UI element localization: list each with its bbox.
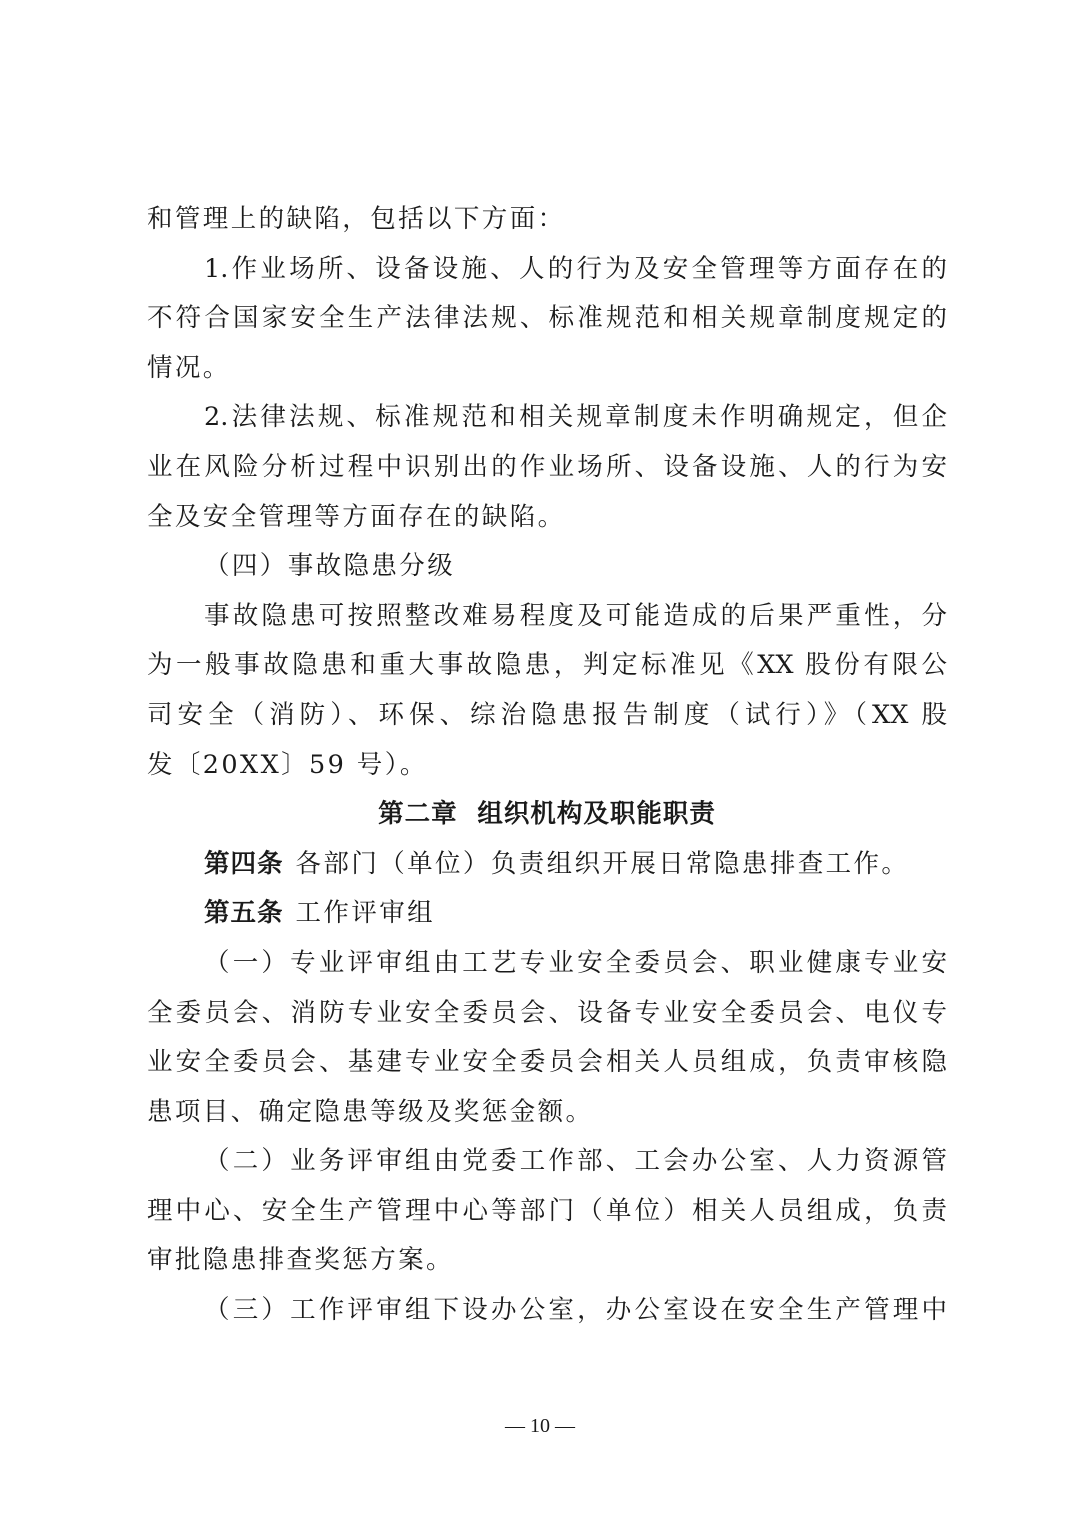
page-number: — 10 — <box>505 1415 575 1437</box>
article-label: 第四条 <box>204 848 284 879</box>
paragraph-line: 业安全委员会、基建专业安全委员会相关人员组成，负责审核隐 <box>147 1047 947 1078</box>
article-text: 各部门（单位）负责组织开展日常隐患排查工作。 <box>295 848 910 879</box>
paragraph-line: 理中心、安全生产管理中心等部门（单位）相关人员组成，负责 <box>147 1195 947 1226</box>
paragraph-line: 不符合国家安全生产法律法规、标准规范和相关规章制度规定的 <box>147 303 947 334</box>
document-body <box>147 195 947 1336</box>
paragraph-line: 患项目、确定隐患等级及奖惩金额。 <box>147 1096 594 1127</box>
paragraph-line: 事故隐患可按照整改难易程度及可能造成的后果严重性，分 <box>204 600 947 631</box>
paragraph-line: 全及安全管理等方面存在的缺陷。 <box>147 501 566 532</box>
paragraph-line: （一）专业评审组由工艺专业安全委员会、职业健康专业安 <box>204 947 947 978</box>
paragraph-line: （三）工作评审组下设办公室，办公室设在安全生产管理中 <box>204 1295 947 1326</box>
paragraph-line: 情况。 <box>147 352 231 383</box>
article-label: 第五条 <box>204 898 284 929</box>
paragraph-line: 1.作业场所、设备设施、人的行为及安全管理等方面存在的 <box>204 253 947 284</box>
paragraph-line: （二）业务评审组由党委工作部、工会办公室、人力资源管 <box>204 1146 947 1177</box>
paragraph-line: 2.法律法规、标准规范和相关规章制度未作明确规定，但企 <box>204 402 947 433</box>
section-heading: （四）事故隐患分级 <box>204 551 456 582</box>
article-5 <box>147 889 947 939</box>
paragraph-line: 为一般事故隐患和重大事故隐患，判定标准见《XX 股份有限公 <box>147 650 947 681</box>
paragraph-line: 业在风险分析过程中识别出的作业场所、设备设施、人的行为安 <box>147 451 947 482</box>
article-text: 工作评审组 <box>295 898 436 929</box>
chapter-heading: 第二章 组织机构及职能职责 <box>378 799 716 830</box>
paragraph-line: 发〔20XX〕59 号）。 <box>147 749 428 780</box>
paragraph-line: 全委员会、消防专业安全委员会、设备专业安全委员会、电仪专 <box>147 997 947 1028</box>
paragraph-line: 和管理上的缺陷，包括以下方面： <box>147 204 566 234</box>
paragraph-line: 审批隐患排查奖惩方案。 <box>147 1245 454 1276</box>
article-4 <box>147 840 947 890</box>
paragraph-line: 司安全（消防）、环保、综治隐患报告制度（试行）》（XX 股 <box>147 699 947 730</box>
